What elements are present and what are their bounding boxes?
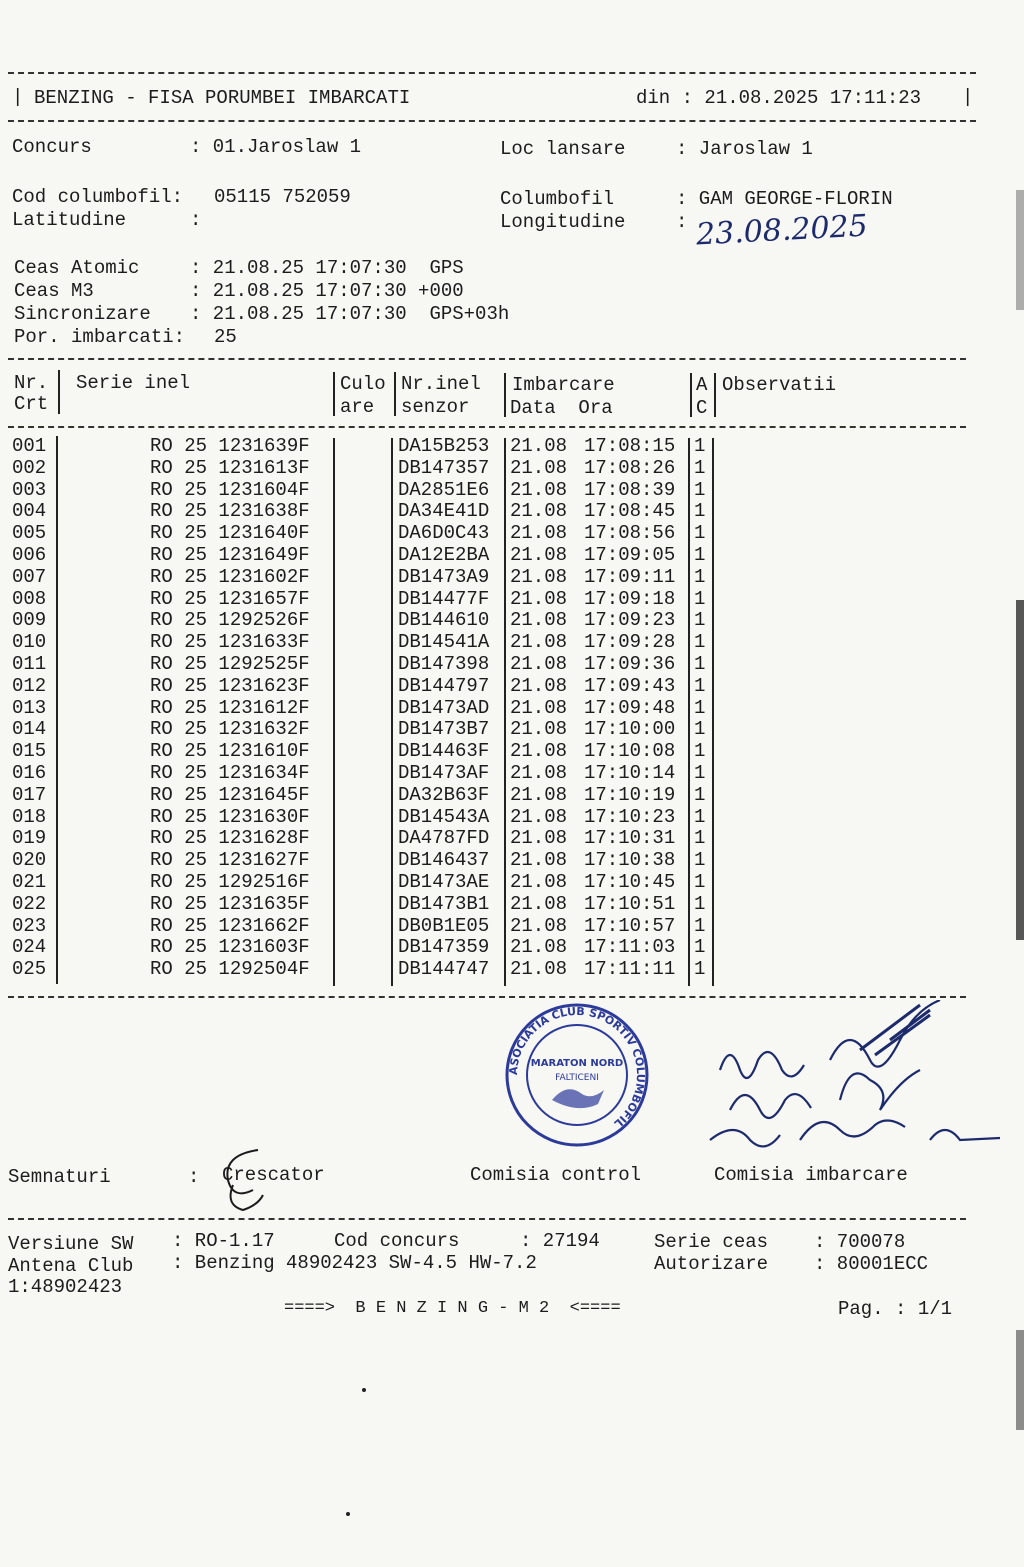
cell-serie-inel: RO 25 1231639F xyxy=(150,435,310,457)
cell-nr: 025 xyxy=(12,958,47,981)
serie-ceas-value: : 700078 xyxy=(814,1231,906,1253)
cell-nr: 017 xyxy=(12,783,47,806)
comisia-imbarcare-label: Comisia imbarcare xyxy=(714,1164,908,1186)
cell-data: 21.08 xyxy=(510,609,568,632)
cell-ac: 1 xyxy=(694,456,706,479)
cell-ac: 1 xyxy=(694,892,706,915)
cell-nr: 002 xyxy=(12,456,47,479)
scan-artifact xyxy=(1016,1330,1024,1430)
columbofil-label: Columbofil xyxy=(500,188,615,210)
cell-ac: 1 xyxy=(694,696,706,719)
cell-ac: 1 xyxy=(694,871,706,893)
cell-ora: 17:09:36 xyxy=(584,653,676,675)
cell-serie-inel: RO 25 1231635F xyxy=(150,892,310,915)
cell-nr-inel-senzor: DB1473A9 xyxy=(398,565,490,588)
header-crt: Crt xyxy=(14,393,49,415)
cell-serie-inel: RO 25 1292525F xyxy=(150,653,310,675)
cell-ac: 1 xyxy=(694,565,706,588)
cell-nr: 024 xyxy=(12,936,47,959)
document-title: BENZING - FISA PORUMBEI IMBARCATI xyxy=(34,87,411,109)
cell-ora: 17:08:26 xyxy=(584,456,676,479)
cell-nr: 004 xyxy=(12,500,47,523)
cell-ac: 1 xyxy=(694,762,706,784)
cell-nr-inel-senzor: DB14541A xyxy=(398,631,490,654)
table-row xyxy=(0,522,1024,544)
cell-nr-inel-senzor: DA6D0C43 xyxy=(398,522,490,545)
cell-ac: 1 xyxy=(694,674,706,697)
cell-nr-inel-senzor: DB14463F xyxy=(398,740,490,763)
versiune-sw-value: : RO-1.17 xyxy=(172,1230,275,1252)
cell-nr: 001 xyxy=(12,435,47,457)
cell-data: 21.08 xyxy=(510,478,568,501)
table-row xyxy=(0,740,1024,762)
table-row xyxy=(0,631,1024,653)
cell-ora: 17:09:05 xyxy=(584,544,676,566)
cell-nr-inel-senzor: DB1473AF xyxy=(398,762,490,784)
cod-columbofil-label: Cod columbofil: xyxy=(12,186,184,208)
cell-nr-inel-senzor: DA4787FD xyxy=(398,827,490,850)
cell-nr: 015 xyxy=(12,740,47,763)
table-row xyxy=(0,435,1024,457)
comisia-control-label: Comisia control xyxy=(470,1164,642,1186)
table-row xyxy=(0,849,1024,871)
table-row xyxy=(0,653,1024,675)
cell-ac: 1 xyxy=(694,522,706,545)
cell-serie-inel: RO 25 1292516F xyxy=(150,871,310,893)
header-culoare-1: Culo xyxy=(340,373,386,395)
header-ac-1: A xyxy=(696,374,708,396)
table-row xyxy=(0,936,1024,958)
cell-nr-inel-senzor: DB1473AE xyxy=(398,871,490,893)
cell-ac: 1 xyxy=(694,827,706,850)
autorizare-value: : 80001ECC xyxy=(814,1253,929,1275)
cell-data: 21.08 xyxy=(510,783,568,806)
cell-nr: 018 xyxy=(12,805,47,828)
cell-nr-inel-senzor: DB14477F xyxy=(398,587,490,610)
cell-ora: 17:10:51 xyxy=(584,892,676,915)
cell-ac: 1 xyxy=(694,587,706,610)
divider xyxy=(8,358,966,360)
cod-concurs-label: Cod concurs xyxy=(334,1230,460,1252)
cell-data: 21.08 xyxy=(510,587,568,610)
cell-ac: 1 xyxy=(694,631,706,654)
crescator-label: Crescator xyxy=(222,1164,325,1186)
cell-nr-inel-senzor: DA34E41D xyxy=(398,500,490,523)
autorizare-label: Autorizare xyxy=(654,1253,769,1275)
cell-ora: 17:11:11 xyxy=(584,958,676,981)
ceas-m3-value: : 21.08.25 17:07:30 +000 xyxy=(190,280,464,302)
cell-serie-inel: RO 25 1231612F xyxy=(150,696,310,719)
cell-ora: 17:09:48 xyxy=(584,696,676,719)
cell-serie-inel: RO 25 1231633F xyxy=(150,631,310,654)
cell-ac: 1 xyxy=(694,958,706,981)
loc-label: Loc lansare xyxy=(500,138,626,160)
cell-nr-inel-senzor: DB1473AD xyxy=(398,696,490,719)
cell-data: 21.08 xyxy=(510,914,568,937)
cell-nr: 010 xyxy=(12,631,47,654)
cell-ac: 1 xyxy=(694,740,706,763)
speck xyxy=(362,1388,366,1392)
cell-ac: 1 xyxy=(694,783,706,806)
serie-ceas-label: Serie ceas xyxy=(654,1231,769,1253)
header-nr: Nr. xyxy=(14,372,49,394)
cell-data: 21.08 xyxy=(510,849,568,872)
cell-nr-inel-senzor: DB147398 xyxy=(398,653,490,675)
cell-data: 21.08 xyxy=(510,631,568,654)
cell-ora: 17:08:15 xyxy=(584,435,676,457)
antena-club-label: Antena Club xyxy=(8,1255,134,1277)
table-row xyxy=(0,958,1024,980)
cell-nr: 008 xyxy=(12,587,47,610)
sincronizare-label: Sincronizare xyxy=(14,303,151,325)
signature-scribbles xyxy=(700,1000,1010,1170)
cell-ac: 1 xyxy=(694,544,706,566)
cell-nr-inel-senzor: DB1473B7 xyxy=(398,718,490,741)
cell-data: 21.08 xyxy=(510,827,568,850)
cell-ora: 17:10:38 xyxy=(584,849,676,872)
cell-serie-inel: RO 25 1231634F xyxy=(150,762,310,784)
cell-ac: 1 xyxy=(694,653,706,675)
scan-artifact xyxy=(1016,190,1024,310)
table-row xyxy=(0,500,1024,522)
divider xyxy=(8,426,966,428)
cell-serie-inel: RO 25 1231604F xyxy=(150,478,310,501)
column-separator xyxy=(333,372,335,416)
cell-ora: 17:09:43 xyxy=(584,674,676,697)
divider xyxy=(8,996,966,998)
stamp-outer-text: ASOCIATIA CLUB SPORTIV COLUMBOFIL xyxy=(506,1004,648,1131)
cell-data: 21.08 xyxy=(510,544,568,566)
column-separator xyxy=(690,373,692,417)
cell-data: 21.08 xyxy=(510,456,568,479)
cell-data: 21.08 xyxy=(510,936,568,959)
cell-serie-inel: RO 25 1231613F xyxy=(150,456,310,479)
cell-nr-inel-senzor: DB147359 xyxy=(398,936,490,959)
cell-nr-inel-senzor: DB146437 xyxy=(398,849,490,872)
cell-ac: 1 xyxy=(694,805,706,828)
table-row xyxy=(0,588,1024,610)
cell-serie-inel: RO 25 1231628F xyxy=(150,827,310,850)
cell-nr-inel-senzor: DA2851E6 xyxy=(398,478,490,501)
cell-nr: 021 xyxy=(12,871,47,893)
document-date: din : 21.08.2025 17:11:23 xyxy=(636,87,922,109)
loc-value: : Jaroslaw 1 xyxy=(676,138,813,160)
cell-nr-inel-senzor: DB144797 xyxy=(398,674,490,697)
cell-data: 21.08 xyxy=(510,435,568,457)
cell-serie-inel: RO 25 1231662F xyxy=(150,914,310,937)
antena-club-value: : Benzing 48902423 SW-4.5 HW-7.2 xyxy=(172,1252,537,1274)
cell-data: 21.08 xyxy=(510,653,568,675)
columbofil-value: : GAM GEORGE-FLORIN xyxy=(676,188,893,210)
cell-nr-inel-senzor: DA12E2BA xyxy=(398,544,490,566)
pigeon-icon xyxy=(552,1089,604,1108)
cell-ora: 17:09:28 xyxy=(584,631,676,654)
page-number: Pag. : 1/1 xyxy=(838,1298,953,1320)
column-separator xyxy=(394,372,396,416)
cell-serie-inel: RO 25 1231640F xyxy=(150,522,310,545)
latitudine-label: Latitudine xyxy=(12,209,127,231)
cell-ora: 17:10:45 xyxy=(584,871,676,893)
cell-nr-inel-senzor: DA32B63F xyxy=(398,783,490,806)
cell-ac: 1 xyxy=(694,936,706,959)
cell-ora: 17:11:03 xyxy=(584,936,676,959)
table-row xyxy=(0,806,1024,828)
table-row xyxy=(0,871,1024,893)
cell-ac: 1 xyxy=(694,435,706,457)
column-separator xyxy=(504,373,506,417)
divider xyxy=(8,1218,966,1220)
cell-nr: 003 xyxy=(12,478,47,501)
ceas-m3-label: Ceas M3 xyxy=(14,280,94,302)
column-separator xyxy=(58,370,60,414)
cell-serie-inel: RO 25 1231657F xyxy=(150,587,310,610)
header-imbarcare-2: Data Ora xyxy=(510,397,613,419)
table-row xyxy=(0,566,1024,588)
ceas-atomic-value: : 21.08.25 17:07:30 GPS xyxy=(190,257,464,279)
cell-nr: 012 xyxy=(12,674,47,697)
cell-data: 21.08 xyxy=(510,696,568,719)
cell-serie-inel: RO 25 1231627F xyxy=(150,849,310,872)
cell-nr-inel-senzor: DB1473B1 xyxy=(398,892,490,915)
concurs-label: Concurs xyxy=(12,136,92,158)
cell-nr-inel-senzor: DA15B253 xyxy=(398,435,490,457)
divider xyxy=(8,72,976,74)
cell-serie-inel: RO 25 1231630F xyxy=(150,805,310,828)
table-row xyxy=(0,457,1024,479)
cell-data: 21.08 xyxy=(510,762,568,784)
cell-nr: 019 xyxy=(12,827,47,850)
table-row xyxy=(0,479,1024,501)
cell-ac: 1 xyxy=(694,914,706,937)
cell-data: 21.08 xyxy=(510,500,568,523)
cell-ora: 17:09:18 xyxy=(584,587,676,610)
cell-nr: 005 xyxy=(12,522,47,545)
cell-ora: 17:10:00 xyxy=(584,718,676,741)
header-ac-2: C xyxy=(696,397,708,419)
cod-concurs-value: : 27194 xyxy=(520,1230,600,1252)
cell-data: 21.08 xyxy=(510,892,568,915)
cell-ac: 1 xyxy=(694,500,706,523)
cell-serie-inel: RO 25 1231623F xyxy=(150,674,310,697)
header-left-border: | xyxy=(12,86,24,108)
header-nr-inel-1: Nr.inel xyxy=(401,373,481,395)
cell-nr: 023 xyxy=(12,914,47,937)
stamp-line-2: FALTICENI xyxy=(555,1073,599,1083)
cell-nr: 009 xyxy=(12,609,47,632)
cell-data: 21.08 xyxy=(510,958,568,981)
table-row xyxy=(0,697,1024,719)
cell-ac: 1 xyxy=(694,478,706,501)
cell-nr: 016 xyxy=(12,762,47,784)
benzing-banner: ====> B E N Z I N G - M 2 <==== xyxy=(284,1299,621,1318)
header-serie-inel: Serie inel xyxy=(76,372,191,394)
cell-nr: 007 xyxy=(12,565,47,588)
table-row xyxy=(0,827,1024,849)
cell-data: 21.08 xyxy=(510,565,568,588)
cell-serie-inel: RO 25 1231638F xyxy=(150,500,310,523)
cell-serie-inel: RO 25 1231649F xyxy=(150,544,310,566)
longitudine-value: : xyxy=(676,211,688,233)
speck xyxy=(346,1512,350,1516)
cell-ora: 17:10:08 xyxy=(584,740,676,763)
cell-ora: 17:09:11 xyxy=(584,565,676,588)
table-row xyxy=(0,718,1024,740)
cell-nr: 006 xyxy=(12,544,47,566)
header-right-border: | xyxy=(962,86,974,108)
longitudine-label: Longitudine xyxy=(500,211,626,233)
cell-nr-inel-senzor: DB144747 xyxy=(398,958,490,981)
cod-columbofil-value: 05115 752059 xyxy=(214,186,351,208)
table-row xyxy=(0,784,1024,806)
cell-ora: 17:08:39 xyxy=(584,478,676,501)
signatures-colon: : xyxy=(188,1166,200,1188)
cell-ora: 17:10:14 xyxy=(584,762,676,784)
cell-serie-inel: RO 25 1292526F xyxy=(150,609,310,632)
divider xyxy=(8,120,976,122)
cell-serie-inel: RO 25 1231603F xyxy=(150,936,310,959)
cell-data: 21.08 xyxy=(510,805,568,828)
concurs-value: : 01.Jaroslaw 1 xyxy=(190,136,362,158)
cell-ora: 17:09:23 xyxy=(584,609,676,632)
column-separator xyxy=(714,373,716,417)
cell-nr-inel-senzor: DB14543A xyxy=(398,805,490,828)
cell-serie-inel: RO 25 1231602F xyxy=(150,565,310,588)
cell-serie-inel: RO 25 1292504F xyxy=(150,958,310,981)
latitudine-value: : xyxy=(190,209,202,231)
cell-ac: 1 xyxy=(694,849,706,872)
cell-nr: 020 xyxy=(12,849,47,872)
header-culoare-2: are xyxy=(340,396,375,418)
cell-nr: 014 xyxy=(12,718,47,741)
cell-data: 21.08 xyxy=(510,740,568,763)
table-row xyxy=(0,675,1024,697)
cell-data: 21.08 xyxy=(510,674,568,697)
club-stamp xyxy=(502,1000,652,1150)
stamp-line-1: MARATON NORD xyxy=(530,1058,624,1069)
porumbei-imbarcati-label: Por. imbarcati: xyxy=(14,326,186,348)
cell-ac: 1 xyxy=(694,718,706,741)
signatures-label: Semnaturi xyxy=(8,1166,111,1188)
cell-serie-inel: RO 25 1231610F xyxy=(150,740,310,763)
table-row xyxy=(0,915,1024,937)
table-row xyxy=(0,893,1024,915)
cell-nr: 013 xyxy=(12,696,47,719)
header-observatii: Observatii xyxy=(722,374,837,396)
handwritten-date: 23.08.2025 xyxy=(695,208,869,253)
sincronizare-value: : 21.08.25 17:07:30 GPS+03h xyxy=(190,303,510,325)
cell-ora: 17:10:57 xyxy=(584,914,676,937)
cell-data: 21.08 xyxy=(510,718,568,741)
cell-nr-inel-senzor: DB147357 xyxy=(398,456,490,479)
header-nr-inel-2: senzor xyxy=(401,396,470,418)
cell-data: 21.08 xyxy=(510,522,568,545)
cell-serie-inel: RO 25 1231632F xyxy=(150,718,310,741)
cell-ora: 17:08:56 xyxy=(584,522,676,545)
header-imbarcare-1: Imbarcare xyxy=(512,374,615,396)
cell-ora: 17:10:19 xyxy=(584,783,676,806)
table-row xyxy=(0,544,1024,566)
table-row xyxy=(0,609,1024,631)
cell-nr: 022 xyxy=(12,892,47,915)
cell-data: 21.08 xyxy=(510,871,568,893)
cell-ora: 17:10:31 xyxy=(584,827,676,850)
cell-ora: 17:08:45 xyxy=(584,500,676,523)
table-row xyxy=(0,762,1024,784)
cell-serie-inel: RO 25 1231645F xyxy=(150,783,310,806)
versiune-sw-label: Versiune SW xyxy=(8,1233,134,1255)
porumbei-imbarcati-value: 25 xyxy=(214,326,237,348)
cell-ac: 1 xyxy=(694,609,706,632)
cell-nr: 011 xyxy=(12,653,47,675)
cell-ora: 17:10:23 xyxy=(584,805,676,828)
antena-id: 1:48902423 xyxy=(8,1276,123,1298)
cell-nr-inel-senzor: DB0B1E05 xyxy=(398,914,490,937)
ceas-atomic-label: Ceas Atomic xyxy=(14,257,140,279)
cell-nr-inel-senzor: DB144610 xyxy=(398,609,490,632)
